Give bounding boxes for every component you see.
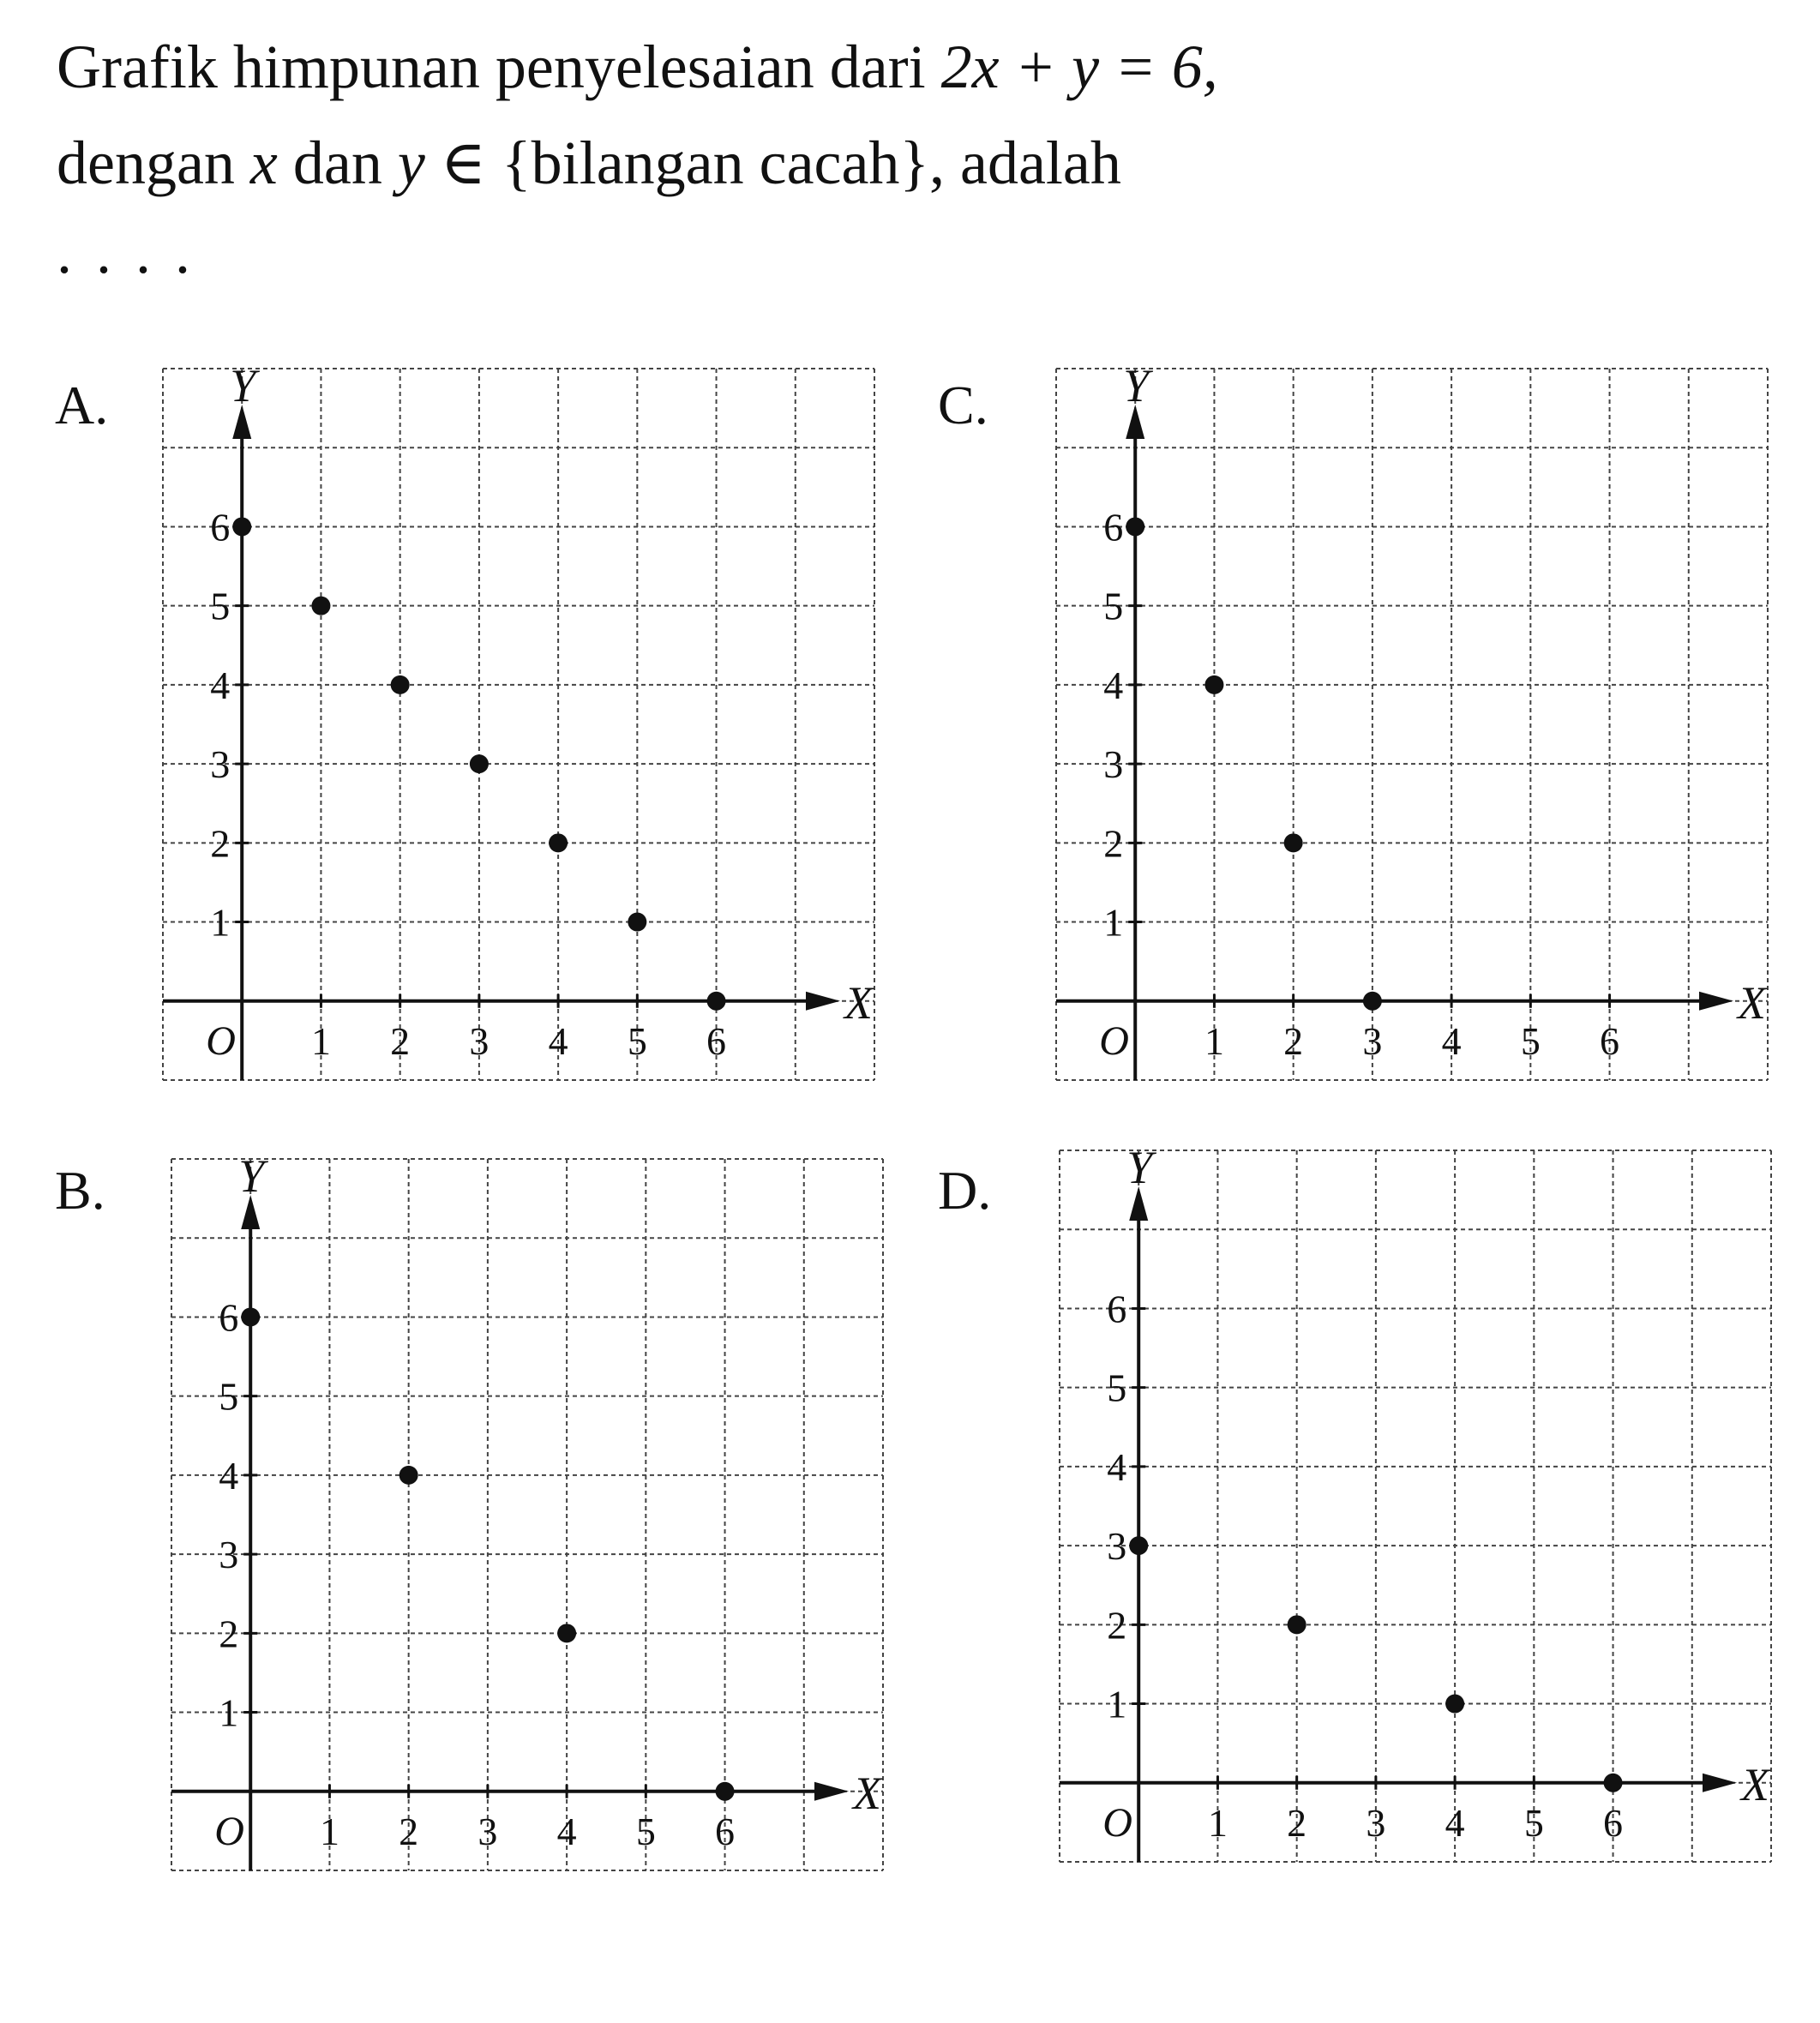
grid [1060, 1150, 1771, 1862]
x-tick-label: 3 [478, 1809, 498, 1853]
y-tick-label: 3 [1103, 742, 1124, 787]
y-axis-label: Y [230, 360, 256, 411]
y-tick-label: 6 [210, 505, 231, 549]
data-point [628, 913, 646, 932]
data-point [399, 1466, 418, 1485]
origin-label: O [1099, 1018, 1129, 1064]
data-point [241, 1307, 260, 1326]
grid [171, 1159, 883, 1870]
x-tick-label: 5 [627, 1018, 647, 1063]
data-point [232, 517, 251, 536]
x-tick-label: 2 [390, 1018, 411, 1063]
grid [1056, 369, 1768, 1080]
data-point [549, 833, 568, 852]
y-tick-label: 5 [1103, 584, 1124, 628]
y-tick-label: 1 [1103, 900, 1124, 945]
chart-option-c[interactable] [1056, 360, 1768, 1080]
data-point [1445, 1695, 1464, 1714]
x-tick-label: 1 [319, 1809, 339, 1853]
y-tick-label: 3 [219, 1533, 239, 1577]
x-tick-label: 1 [1207, 1800, 1228, 1845]
y-tick-label: 1 [219, 1690, 239, 1735]
variable-y: y [397, 129, 425, 197]
x-tick-label: 3 [1366, 1800, 1386, 1845]
x-tick-label: 1 [1204, 1018, 1224, 1063]
x-tick-label: 6 [1600, 1018, 1620, 1063]
option-label-b[interactable]: B. [55, 1160, 105, 1221]
chart-option-a[interactable] [163, 360, 874, 1080]
x-tick-label: 3 [469, 1018, 490, 1063]
x-tick-label: 5 [1523, 1800, 1544, 1845]
x-axis-label: X [1738, 976, 1766, 1029]
question-line-2-pre: dengan [57, 129, 250, 197]
y-tick-label: 2 [1103, 821, 1124, 866]
x-tick-label: 1 [310, 1018, 331, 1063]
y-tick-label: 2 [1107, 1603, 1127, 1648]
x-axis-arrow-icon [1699, 992, 1733, 1011]
x-tick-label: 2 [399, 1809, 419, 1853]
data-point [1604, 1774, 1623, 1792]
question-ellipsis: .... [57, 218, 214, 286]
y-tick-label: 4 [219, 1453, 239, 1498]
data-point [1126, 517, 1144, 536]
x-tick-label: 5 [635, 1809, 656, 1853]
y-tick-label: 2 [210, 821, 231, 866]
data-point [716, 1782, 735, 1801]
data-point [1284, 833, 1303, 852]
option-label-a[interactable]: A. [55, 375, 109, 435]
question-line-2-post: ∈ {bilangan cacah}, adalah [424, 129, 1121, 197]
x-tick-label: 6 [715, 1809, 736, 1853]
x-axis-label: X [844, 976, 873, 1029]
x-axis-arrow-icon [806, 992, 840, 1011]
option-label-d[interactable]: D. [938, 1160, 992, 1221]
data-point [1129, 1536, 1148, 1555]
y-tick-label: 6 [219, 1295, 239, 1340]
equation: 2x + y = 6, [940, 33, 1218, 101]
x-tick-label: 6 [1603, 1800, 1624, 1845]
x-tick-label: 5 [1520, 1018, 1541, 1063]
data-point [470, 754, 489, 773]
x-axis-arrow-icon [814, 1782, 849, 1801]
data-point [391, 675, 410, 694]
origin-label: O [206, 1018, 236, 1064]
question-line-2-mid: dan [277, 129, 398, 197]
question-line-2 [57, 115, 1514, 211]
y-tick-label: 6 [1107, 1287, 1127, 1331]
y-axis-label: Y [238, 1150, 265, 1202]
y-tick-label: 6 [1103, 505, 1124, 549]
data-point [1204, 675, 1223, 694]
x-tick-label: 3 [1362, 1018, 1383, 1063]
data-point [1288, 1615, 1306, 1634]
origin-label: O [1102, 1799, 1132, 1846]
x-tick-label: 4 [556, 1809, 577, 1853]
x-tick-label: 2 [1287, 1800, 1307, 1845]
y-axis-label: Y [1123, 360, 1150, 411]
data-point [557, 1624, 576, 1642]
y-tick-label: 5 [210, 584, 231, 628]
x-tick-label: 4 [1441, 1018, 1462, 1063]
grid [163, 369, 874, 1080]
data-point [311, 597, 330, 615]
x-tick-label: 2 [1283, 1018, 1304, 1063]
question-line-1-text: Grafik himpunan penyelesaian dari [57, 33, 941, 101]
origin-label: O [214, 1808, 244, 1854]
y-tick-label: 1 [1107, 1682, 1127, 1726]
data-point [1363, 992, 1382, 1011]
x-axis-label: X [853, 1767, 881, 1819]
y-tick-label: 5 [1107, 1366, 1127, 1410]
question-line-1 [57, 19, 1514, 115]
question-text [57, 19, 1514, 293]
y-tick-label: 3 [1107, 1524, 1127, 1569]
y-tick-label: 5 [219, 1374, 239, 1419]
y-tick-label: 4 [1107, 1444, 1127, 1489]
x-axis-arrow-icon [1703, 1774, 1737, 1792]
y-tick-label: 4 [210, 663, 231, 707]
x-tick-label: 6 [706, 1018, 727, 1063]
x-tick-label: 4 [548, 1018, 568, 1063]
y-tick-label: 3 [210, 742, 231, 787]
data-point [707, 992, 726, 1011]
x-tick-label: 4 [1445, 1800, 1465, 1845]
y-tick-label: 1 [210, 900, 231, 945]
x-axis-label: X [1741, 1758, 1769, 1810]
y-tick-label: 4 [1103, 663, 1124, 707]
variable-x: x [249, 129, 278, 197]
chart-option-b[interactable] [171, 1150, 883, 1870]
chart-option-d[interactable] [1060, 1142, 1771, 1862]
y-tick-label: 2 [219, 1612, 239, 1656]
option-label-c[interactable]: C. [938, 375, 988, 435]
y-axis-label: Y [1126, 1142, 1153, 1193]
